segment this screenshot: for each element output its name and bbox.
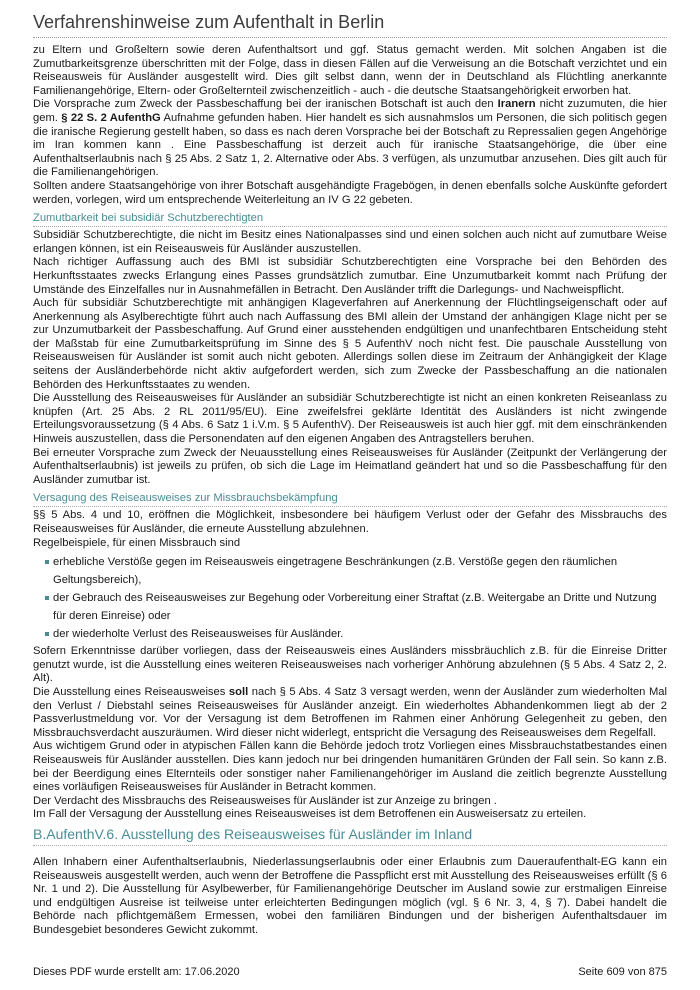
text-run: nicht zuzumuten, die hier gem.	[33, 98, 668, 124]
bullet-square-icon	[45, 560, 49, 564]
footer-created-date: Dieses PDF wurde erstellt am: 17.06.2020	[33, 966, 240, 978]
page-footer	[33, 966, 667, 978]
list-item	[45, 553, 667, 589]
paragraph: Aus wichtigem Grund oder in atypischen Fällen kann die Behörde jedoch trotz Vorliegen eines Missbrauchstatbestandes einen Reiseausweis für Ausländer ausstellen. Dies kann jedoch nur bei dringenden humanitären Gründen der Fall sein. So kann z.B. bei der Beerdigung eines Elternteils oder sonstiger naher Familienangehöriger im Ausland die zeitlich begrenzte Ausstellung eines vorläufigen Reiseausweises für Ausländer in Betracht kommen.	[33, 740, 667, 794]
paragraph: Subsidiär Schutzberechtigte, die nicht im Besitz eines Nationalpasses sind und einen solchen auch nicht auf zumutbare Weise erlangen können, ist ein Reiseausweis für Ausländer auszustellen.	[33, 229, 667, 255]
list-item-text: erhebliche Verstöße gegen im Reiseausweis eingetragene Beschränkungen (z.B. Verstöße gegen den räumlichen Geltungsbereich),	[53, 556, 618, 587]
list-item-text: der wiederholte Verlust des Reiseausweises für Ausländer.	[53, 628, 344, 641]
text-run: Aufnahme gefunden haben. Hier handelt es sich ausnahmslos um Personen, die sich politisch gegen die iranische Regierung gestellt haben, so dass es nach deren Vorsprache bei der Botschaft zu Repressalien gegen Angehörige im Iran kommen kann . Eine Passbeschaffung ist derzeit auch für iranische Staatsangehörige, die über eine Aufenthaltserlaubnis nach § 25 Abs. 2 Satz 1, 2. Alternative oder Abs. 3 verfügen, als unzumutbar anzusehen. Dies gilt auch für die Familienangehörigen.	[33, 111, 667, 179]
paragraph: Im Fall der Versagung der Ausstellung eines Reiseausweises ist dem Betroffenen ein Ausweisersatz zu erteilen.	[33, 808, 587, 821]
paragraph	[33, 686, 667, 740]
paragraph: Nach richtiger Auffassung auch des BMI ist subsidiär Schutzberechtigten eine Vorsprache bei den Behörden des Herkunftsstaates zwecks Erlangung eines Passes grundsätzlich zumutbar. Eine Unzumutbarkeit kommt nach Prüfung der Umstände des Einzelfalles nur in Ausnahmefällen in Betracht. Den Ausländer trifft die Darlegungs- und Nachweispflicht.	[33, 256, 667, 296]
paragraph: Der Verdacht des Missbrauchs des Reiseausweises für Ausländer ist zur Anzeige zu bringen .	[33, 794, 497, 807]
bullet-list	[45, 553, 667, 643]
bullet-square-icon	[45, 596, 49, 600]
list-item	[45, 589, 667, 625]
footer-page-number: Seite 609 von 875	[578, 966, 667, 978]
text-run: nach § 5 Abs. 4 Satz 3 versagt werden, wenn der Ausländer zum wiederholten Mal den Verlust / Diebstahl seines Reiseausweises für Ausländer anzeigt. Ein wiederholtes Abhandenkommen liegt ab der 2 Passverlustmeldung vor. Vor der Versagung ist dem Betroffenen im Rahmen einer Anhörung Gelegenheit zu geben, den Missbrauchsverdacht auszuräumen. Wird dieser nicht widerlegt, entspricht die Versagung des Reiseausweises dem Regelfall.	[33, 685, 667, 739]
paragraph: Allen Inhabern einer Aufenthaltserlaubnis, Niederlassungserlaubnis oder einer Erlaubnis zum Daueraufenthalt-EG kann ein Reiseausweis ausgestellt werden, auch wenn der Betroffene die Passpflicht erst mit Ausstellung des Reiseausweises erfüllt (§ 6 Nr. 1 und 2). Die Ausstellung für Asylbewerber, für Familienangehörige Deutscher im Ausland sowie zur erstmaligen Einreise und endgültigen Ausreise ist teilweise unter erleichterten Bedingungen möglich (vgl. § 6 Nr. 3, 4, § 7). Dabei handelt die Behörde nach pflichtgemäßem Ermessen, wobei den familiären Bindungen und der bisherigen Aufenthaltsdauer im Bundesgebiet besonderes Gewicht zukommt.	[33, 855, 667, 936]
paragraph: Sollten andere Staatsangehörige von ihrer Botschaft ausgehändigte Fragebögen, in denen ebenfalls solche Auskünfte gefordert werden, vorlegen, wird um entsprechende Weiterleitung an IV G 22 gebeten.	[33, 179, 667, 206]
bullet-square-icon	[45, 632, 49, 636]
subheading-versagung: Versagung des Reiseausweises zur Missbrauchsbekämpfung	[33, 491, 667, 507]
subheading-zumutbarkeit: Zumutbarkeit bei subsidiär Schutzberechtigten	[33, 211, 667, 227]
paragraph: Bei erneuter Vorsprache zum Zweck der Neuausstellung eines Reiseausweises für Ausländer (Zeitpunkt der Verlängerung der Aufenthaltserlaubnis) ist jeweils zu prüfen, ob sich die Lage im Heimatland geändert hat und so die Passbeschaffung für den Ausländer zumutbar ist.	[33, 446, 667, 486]
paragraph: Regelbeispiele, für einen Missbrauch sind	[33, 536, 241, 549]
bold-text: § 22 S. 2 AufenthG	[61, 111, 161, 124]
paragraph	[33, 98, 667, 180]
paragraph: Auch für subsidiär Schutzberechtigte mit anhängigen Klageverfahren auf Anerkennung der Flüchtlingseigenschaft oder auf Anerkennung als Asylberechtigte führt auch nach Auffassung des BMI allein der Umstand der anhängigen Klage nicht per se zur Unzumutbarkeit der Passbeschaffung. Auf Grund einer ausstehenden endgültigen und unanfechtbaren Entscheidung steht der Maßstab für eine Zumutbarkeitsprüfung im Sinne des § 5 AufenthV noch nicht fest. Die pauschale Ausstellung von Reiseausweisen für Ausländer ist somit auch nicht geboten. Allerdings sollen diese im Zeitraum der Anhängigkeit der Klage seitens der Ausländerbehörde nicht aktiv aufgefordert werden, sich zum Zwecke der Passbeschaffung an die nationalen Behörden des Herkunftsstaates zu wenden.	[33, 297, 667, 391]
bold-text: soll	[228, 685, 249, 698]
page-title: Verfahrenshinweise zum Aufenthalt in Berlin	[33, 11, 667, 38]
paragraph: Die Ausstellung des Reiseausweises für Ausländer an subsidiär Schutzberechtigte ist nicht an einen konkreten Reiseanlass zu knüpfen (Art. 25 Abs. 2 RL 2011/95/EU). Eine zweifelsfrei geklärte Identität des Ausländers ist nicht zwingende Erteilungsvoraussetzung (§ 4 Abs. 6 Satz 1 i.V.m. § 5 AufenthV). Der Reiseausweis ist auch hier ggf. mit dem einschränkenden Hinweis auszustellen, dass die Personendaten auf den eigenen Angaben des Antragstellers beruhen.	[33, 392, 667, 446]
document-page	[33, 0, 667, 937]
section-heading-b-aufenthv-6: B.AufenthV.6. Ausstellung des Reiseausweises für Ausländer im Inland	[33, 825, 667, 846]
paragraph: Sofern Erkenntnisse darüber vorliegen, dass der Reiseausweis eines Ausländers missbräuchlich z.B. für die Einreise Dritter genutzt wurde, ist die Ausstellung eines weiteren Reiseausweises nach vorheriger Anhörung abzulehnen (§ 5 Abs. 4 Satz 2, 2. Alt).	[33, 645, 667, 685]
document-body	[33, 44, 667, 937]
text-run: Die Vorsprache zum Zweck der Passbeschaffung bei der iranischen Botschaft ist auch den	[33, 98, 498, 111]
text-run: Die Ausstellung eines Reiseausweises	[33, 685, 229, 698]
paragraph: zu Eltern und Großeltern sowie deren Aufenthaltsort und ggf. Status gemacht werden. Mit solchen Angaben ist die Zumutbarkeitsgrenze überschritten mit der Folge, dass in diesen Fällen auf die Verweisung an die Botschaft verzichtet und ein Reiseausweis für Ausländer ausgestellt wird. Dies gilt selbst dann, wenn der in Deutschland als Flüchtling anerkannte Familienangehörige, Eltern- oder Großelternteil zwischenzeitlich - auch - die deutsche Staatsangehörigkeit erworben hat.	[33, 44, 667, 97]
list-item	[45, 625, 667, 643]
bold-text: Iranern	[497, 98, 536, 111]
paragraph: §§ 5 Abs. 4 und 10, eröffnen die Möglichkeit, insbesondere bei häufigem Verlust oder der Gefahr des Missbrauchs des Reiseausweises für Ausländer, die erneute Ausstellung abzulehnen.	[33, 509, 667, 535]
list-item-text: der Gebrauch des Reiseausweises zur Begehung oder Vorbereitung einer Straftat (z.B. Weitergabe an Dritte und Nutzung für deren Einreise) oder	[53, 592, 657, 623]
